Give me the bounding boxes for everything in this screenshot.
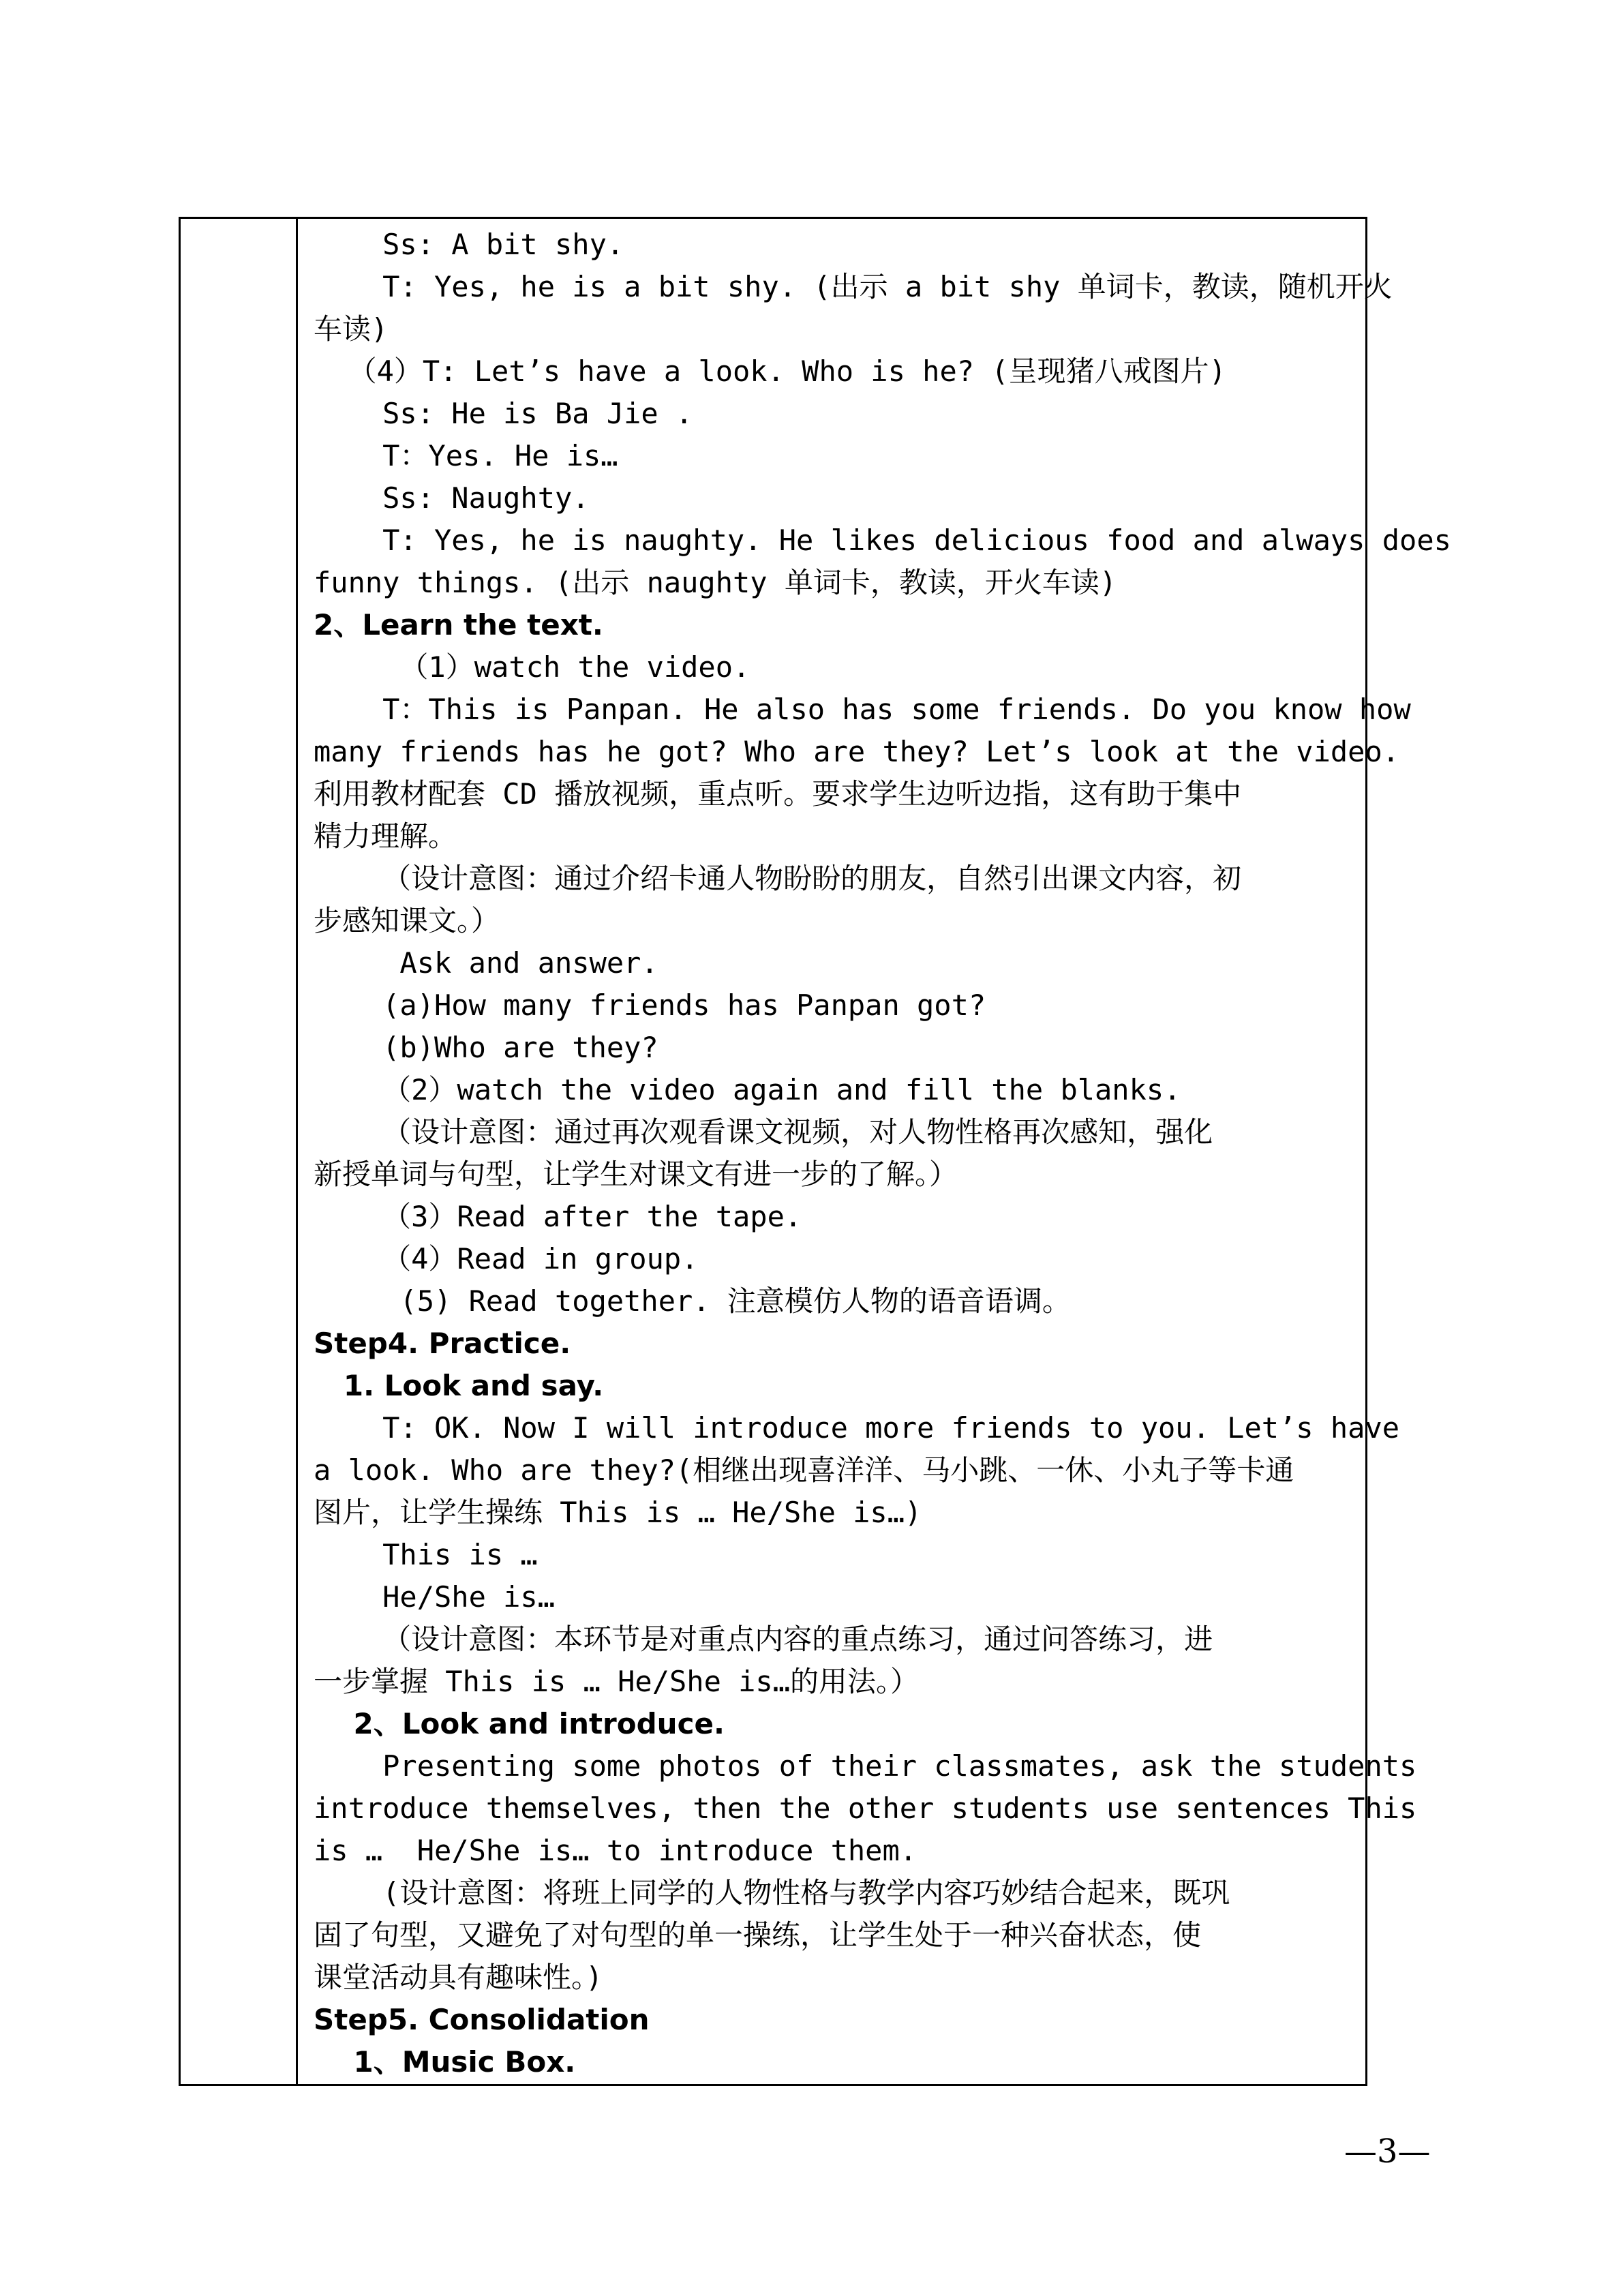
text-line: 图片，让学生操练 This is … He/She is…) [314,1496,922,1529]
text-line: many friends has he got? Who are they? Let’s look at the video. [314,735,1400,768]
text-line: (5) Read together. 注意模仿人物的语音语调。 [314,1284,1071,1318]
text-line: 利用教材配套 CD 播放视频，重点听。要求学生边听边指，这有助于集中 [314,777,1242,811]
text-line: (a)How many friends has Panpan got? [314,988,986,1022]
section-heading: 1、Music Box. [314,2045,576,2079]
text-line: Ss: He is Ba Jie . [314,397,693,430]
text-line: T：Yes. He is… [314,439,618,472]
text-line: 一步掌握 This is … He/She is…的用法。） [314,1665,920,1698]
section-heading: Step5. Consolidation [314,2003,650,2036]
section-heading: 2、Look and introduce. [314,1707,725,1740]
text-line: Presenting some photos of their classmates, ask the students [314,1749,1417,1783]
text-line: （4）T: Let’s have a look. Who is he? (呈现猪八戒图片) [314,354,1226,388]
text-line: （4）Read in group. [314,1242,699,1275]
text-line: （设计意图：通过介绍卡通人物盼盼的朋友，自然引出课文内容，初 [314,862,1242,895]
text-line: 精力理解。 [314,819,457,853]
text-line: （设计意图：通过再次观看课文视频，对人物性格再次感知，强化 [314,1115,1213,1149]
text-line: 新授单词与句型，让学生对课文有进一步的了解。） [314,1158,958,1191]
section-heading: Step4. Practice. [314,1327,571,1360]
text-line: （设计意图：本环节是对重点内容的重点练习，通过问答练习，进 [314,1622,1213,1656]
text-line: 车读) [314,312,389,346]
column-divider [296,217,298,2086]
text-line: Ask and answer. [314,946,658,980]
text-line: introduce themselves, then the other students use sentences This [314,1792,1417,1825]
text-line: T: Yes, he is naughty. He likes delicious food and always does [314,524,1451,557]
text-line: funny things. (出示 naughty 单词卡，教读，开火车读) [314,566,1117,599]
section-heading: 2、Learn the text. [314,608,603,641]
text-line: Ss: A bit shy. [314,228,624,261]
section-heading: 1. Look and say. [314,1369,604,1402]
page-number: —3— [1344,2132,1431,2171]
text-line: T: Yes, he is a bit shy. (出示 a bit shy 单词卡，教读，随机开火 [314,270,1393,303]
text-line: is … He/She is… to introduce them. [314,1834,917,1867]
text-line: （1）watch the video. [314,650,750,684]
text-line: 步感知课文。） [314,904,500,937]
text-line: （2）watch the video again and fill the blanks. [314,1073,1181,1106]
text-line: This is … [314,1538,538,1571]
text-line: He/She is… [314,1580,556,1614]
text-line: (b)Who are they? [314,1031,658,1064]
text-line: Ss: Naughty. [314,481,590,515]
text-line: a look. Who are they?(相继出现喜洋洋、马小跳、一休、小丸子等卡通 [314,1453,1294,1487]
text-line: T: OK. Now I will introduce more friends to you. Let’s have [314,1411,1400,1445]
text-line: (设计意图：将班上同学的人物性格与教学内容巧妙结合起来，既巩 [314,1876,1230,1909]
text-line: 课堂活动具有趣味性。) [314,1961,603,1994]
text-line: 固了句型，又避免了对句型的单一操练，让学生处于一种兴奋状态，使 [314,1918,1202,1952]
text-line: T：This is Panpan. He also has some friends. Do you know how [314,693,1411,726]
text-line: （3）Read after the tape. [314,1200,802,1233]
